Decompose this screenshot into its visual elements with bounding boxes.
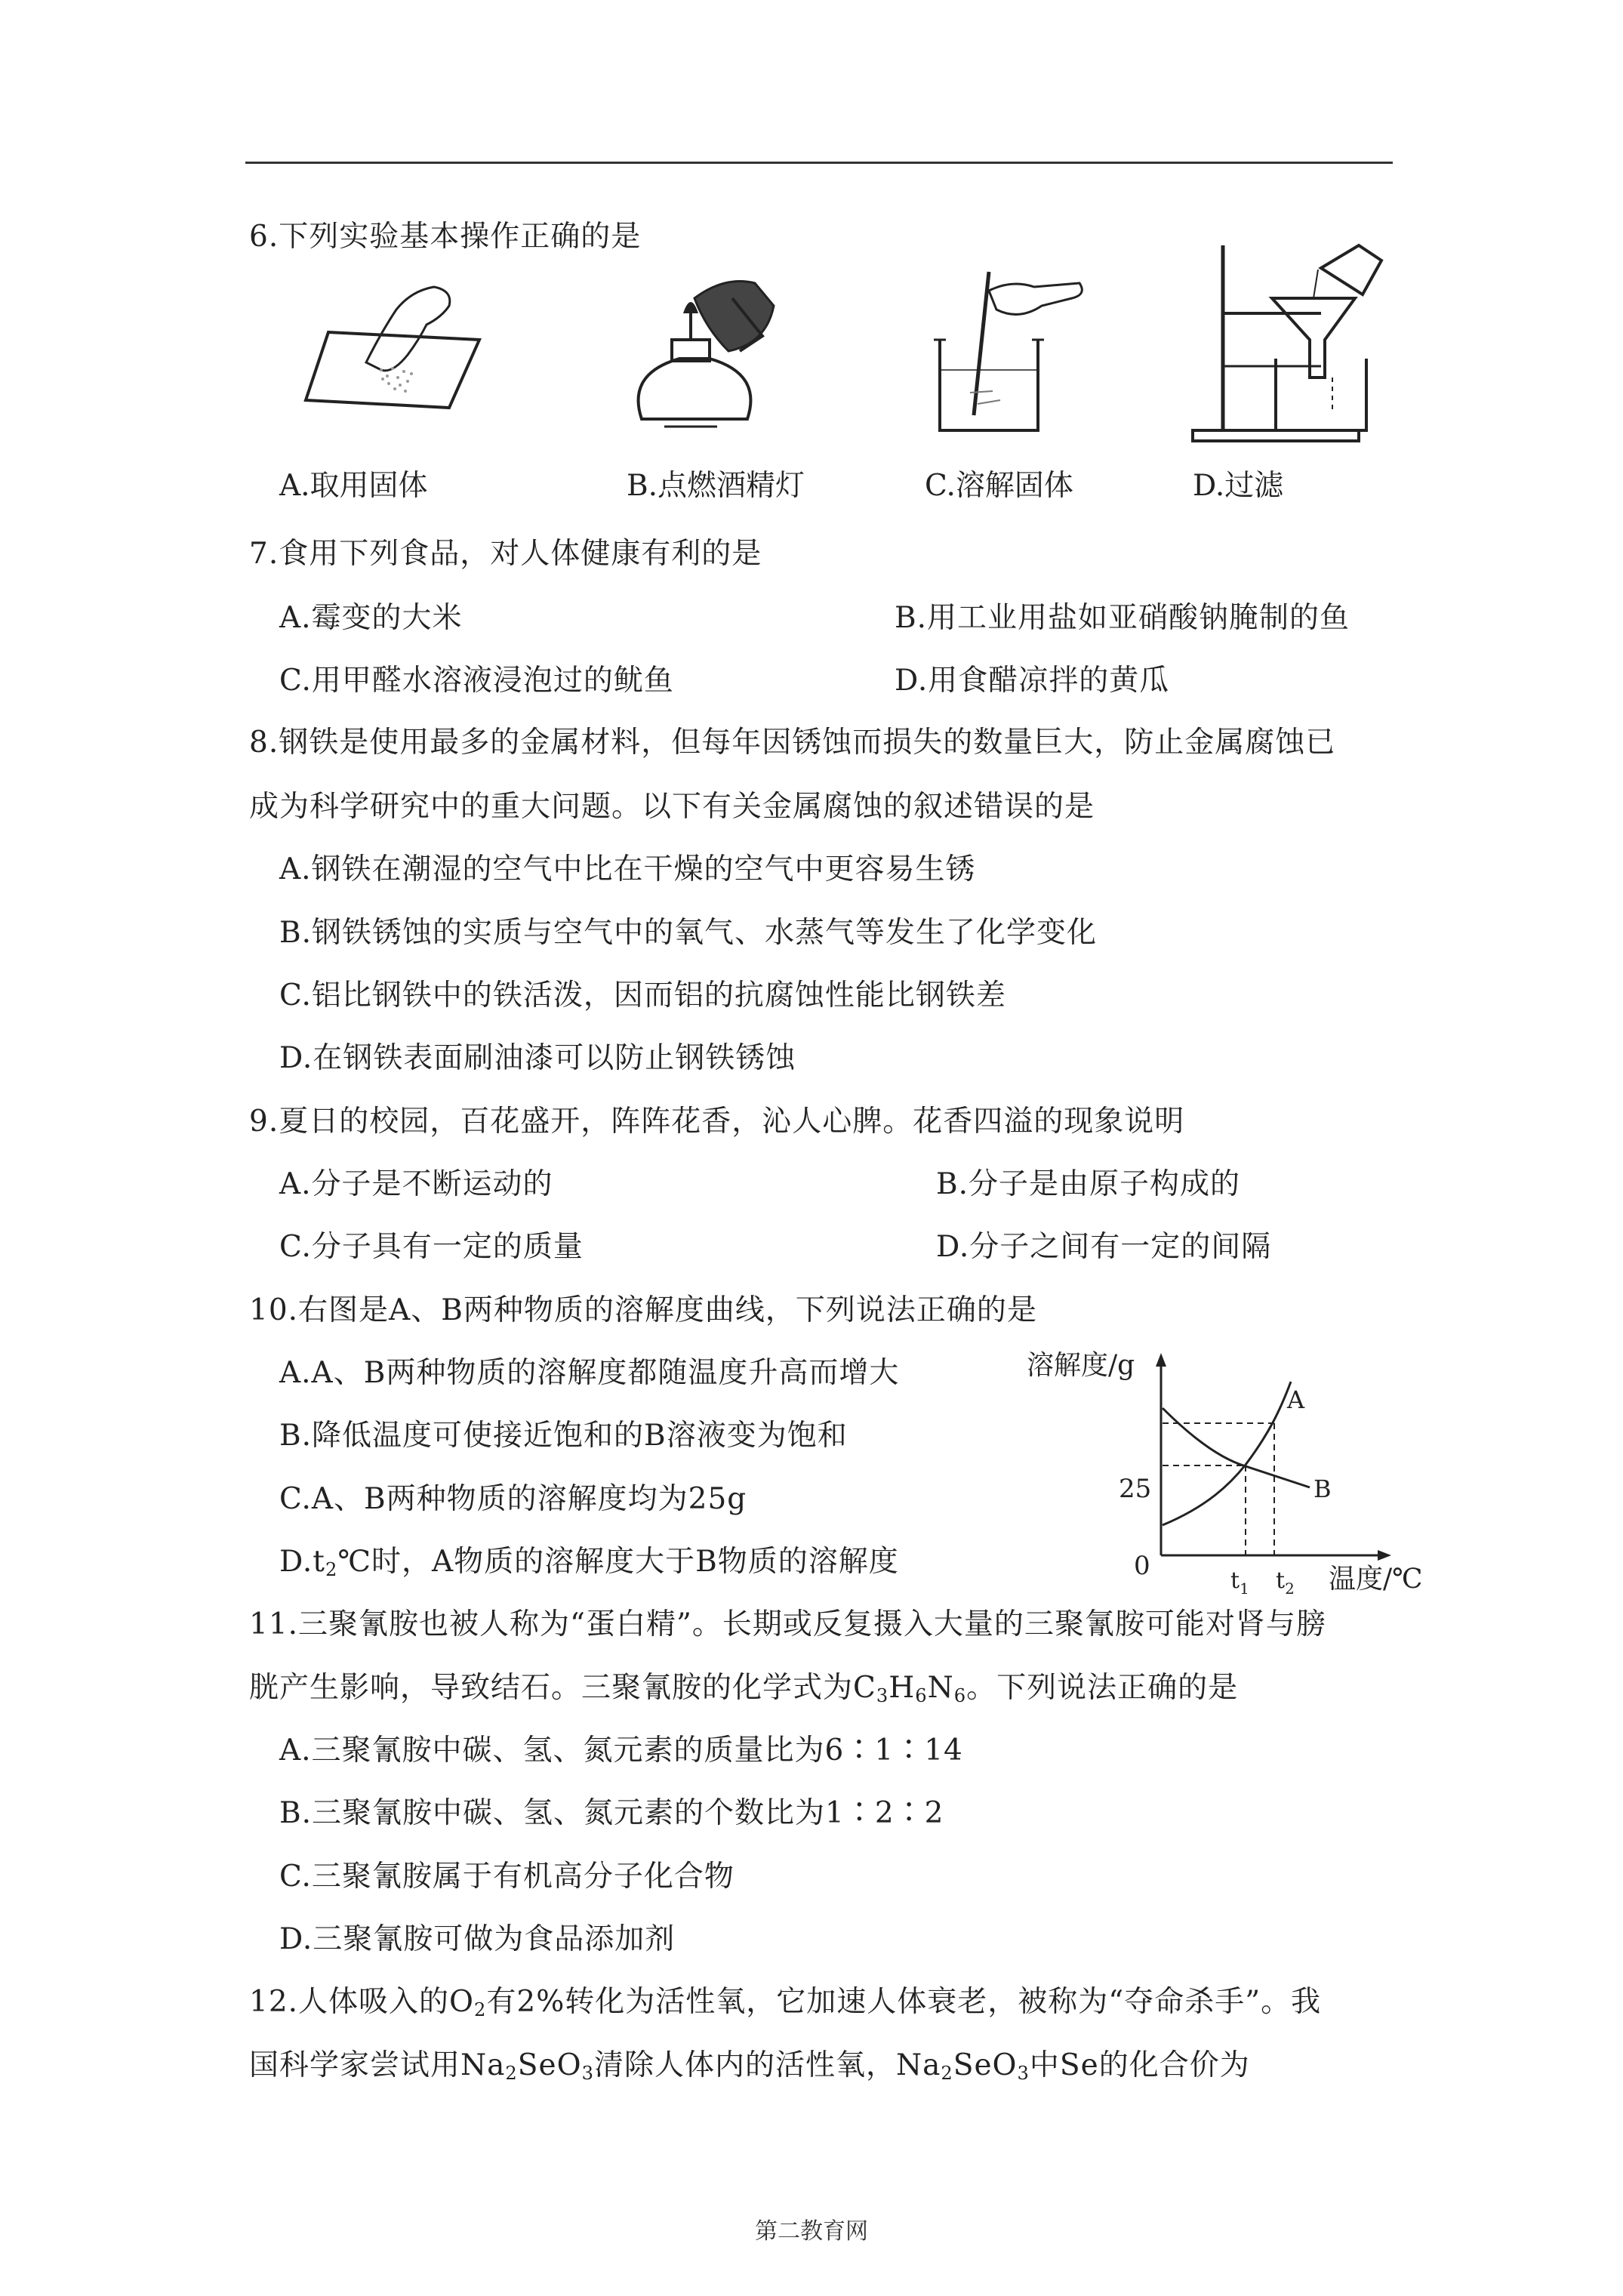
q12-l1-sub: 2 bbox=[474, 1999, 487, 2021]
q12-l2-a: 国科学家尝试用Na bbox=[249, 2048, 506, 2082]
chart-curve-a-label: A bbox=[1287, 1385, 1305, 1414]
q12-l2-s1: 2 bbox=[505, 2063, 518, 2085]
q12-line1 bbox=[249, 1984, 1321, 2028]
q12-l2-s3: 2 bbox=[941, 2063, 953, 2085]
q7-option-d: D.用食醋凉拌的黄瓜 bbox=[895, 664, 1170, 698]
q7-option-b: B.用工业用盐如亚硝酸钠腌制的鱼 bbox=[895, 601, 1350, 635]
q12-l1-pre: 12.人体吸入的O bbox=[249, 1985, 474, 2019]
q11-option-c: C.三聚氰胺属于有机高分子化合物 bbox=[279, 1860, 735, 1894]
q8-option-c: C.铝比钢铁中的铁活泼，因而铝的抗腐蚀性能比钢铁差 bbox=[279, 978, 1006, 1012]
q10-stem: 10.右图是A、B两种物质的溶解度曲线，下列说法正确的是 bbox=[249, 1293, 1037, 1327]
q10-option-a: A.A、B两种物质的溶解度都随温度升高而增大 bbox=[279, 1356, 900, 1390]
q9-option-a: A.分子是不断运动的 bbox=[279, 1167, 553, 1201]
q6-option-d: D.过滤 bbox=[1193, 469, 1284, 503]
q11-stem-line1: 11.三聚氰胺也被人称为“蛋白精”。长期或反复摄入大量的三聚氰胺可能对肾与膀 bbox=[249, 1607, 1326, 1641]
chart-curve-a bbox=[1163, 1382, 1291, 1525]
q11-option-a: A.三聚氰胺中碳、氢、氮元素的质量比为6∶1∶14 bbox=[279, 1734, 963, 1767]
chart-t2-label: $t_2$ bbox=[1276, 1567, 1295, 1598]
q8-stem-line1: 8.钢铁是使用最多的金属材料，但每年因锈蚀而损失的数量巨大，防止金属腐蚀已 bbox=[249, 726, 1336, 760]
illustration-filtration bbox=[1185, 238, 1389, 445]
q12-l2-d: SeO bbox=[953, 2048, 1018, 2082]
solubility-chart bbox=[1027, 1344, 1434, 1604]
q9-option-b: B.分子是由原子构成的 bbox=[936, 1167, 1241, 1201]
q10-option-d-post: ℃时，A物质的溶解度大于B物质的溶解度 bbox=[337, 1545, 899, 1579]
q12-l2-b: SeO bbox=[517, 2048, 582, 2082]
q11-n: N bbox=[927, 1671, 954, 1705]
q7-option-c: C.用甲醛水溶液浸泡过的鱿鱼 bbox=[279, 664, 674, 698]
q12-l2-e: 中Se的化合价为 bbox=[1029, 2048, 1250, 2082]
chart-ylabel: 溶解度/g bbox=[1027, 1350, 1135, 1381]
q9-stem: 9.夏日的校园，百花盛开，阵阵花香，沁人心脾。花香四溢的现象说明 bbox=[249, 1105, 1185, 1139]
q12-l2-s4: 3 bbox=[1017, 2063, 1030, 2085]
q6-option-c: C.溶解固体 bbox=[925, 469, 1073, 503]
q8-stem-line2: 成为科学研究中的重大问题。以下有关金属腐蚀的叙述错误的是 bbox=[249, 790, 1095, 824]
chart-curve-b-label: B bbox=[1313, 1475, 1332, 1503]
illustration-alcohol-lamp bbox=[619, 268, 785, 434]
q11-h: H bbox=[888, 1671, 916, 1705]
q7-option-a: A.霉变的大米 bbox=[279, 601, 463, 635]
q12-l2-c: 清除人体内的活性氧，Na bbox=[593, 2048, 941, 2082]
chart-t1-label: $t_1$ bbox=[1230, 1567, 1249, 1598]
illustration-dissolve-solid bbox=[925, 257, 1106, 438]
header-rule bbox=[245, 162, 1393, 164]
q8-option-a: A.钢铁在潮湿的空气中比在干燥的空气中更容易生锈 bbox=[279, 852, 976, 886]
q6-option-b: B.点燃酒精灯 bbox=[627, 469, 805, 503]
q9-option-c: C.分子具有一定的质量 bbox=[279, 1230, 584, 1264]
q10-option-d-sub: 2 bbox=[325, 1559, 338, 1581]
q8-option-b: B.钢铁锈蚀的实质与空气中的氧气、水蒸气等发生了化学变化 bbox=[279, 916, 1098, 950]
page-footer: 第二教育网 bbox=[755, 2218, 868, 2245]
q7-stem: 7.食用下列食品，对人体健康有利的是 bbox=[249, 537, 762, 571]
q12-l2-s2: 3 bbox=[581, 2063, 594, 2085]
q11-stem-post: 。下列说法正确的是 bbox=[966, 1671, 1239, 1705]
chart-origin: 0 bbox=[1134, 1551, 1150, 1581]
chart-xlabel: 温度/℃ bbox=[1329, 1564, 1423, 1595]
q8-option-d: D.在钢铁表面刷油漆可以防止钢铁锈蚀 bbox=[279, 1041, 796, 1075]
q11-sub-3: 3 bbox=[876, 1685, 889, 1707]
q11-stem-line2 bbox=[249, 1670, 1238, 1714]
q10-option-d-pre: D.t bbox=[279, 1545, 325, 1579]
q11-option-b: B.三聚氰胺中碳、氢、氮元素的个数比为1∶2∶2 bbox=[279, 1796, 944, 1830]
q11-stem-pre: 胱产生影响，导致结石。三聚氰胺的化学式为C bbox=[249, 1671, 876, 1705]
q12-line2 bbox=[249, 2048, 1250, 2091]
q11-option-d: D.三聚氰胺可做为食品添加剂 bbox=[279, 1922, 676, 1956]
q9-option-d: D.分子之间有一定的间隔 bbox=[936, 1230, 1272, 1264]
q6-option-a: A.取用固体 bbox=[279, 469, 428, 503]
q10-option-d bbox=[279, 1544, 899, 1588]
q6-stem: 6.下列实验基本操作正确的是 bbox=[249, 220, 642, 254]
q11-sub-6b: 6 bbox=[953, 1685, 967, 1707]
chart-y25-label: 25 bbox=[1119, 1474, 1152, 1504]
q12-l1-post: 有2%转化为活性氧，它加速人体衰老，被称为“夺命杀手”。我 bbox=[486, 1985, 1322, 2019]
q10-option-b: B.降低温度可使接近饱和的B溶液变为饱和 bbox=[279, 1419, 848, 1453]
illustration-take-solid bbox=[298, 279, 487, 415]
q11-sub-6a: 6 bbox=[915, 1685, 928, 1707]
q10-option-c: C.A、B两种物质的溶解度均为25g bbox=[279, 1482, 747, 1516]
